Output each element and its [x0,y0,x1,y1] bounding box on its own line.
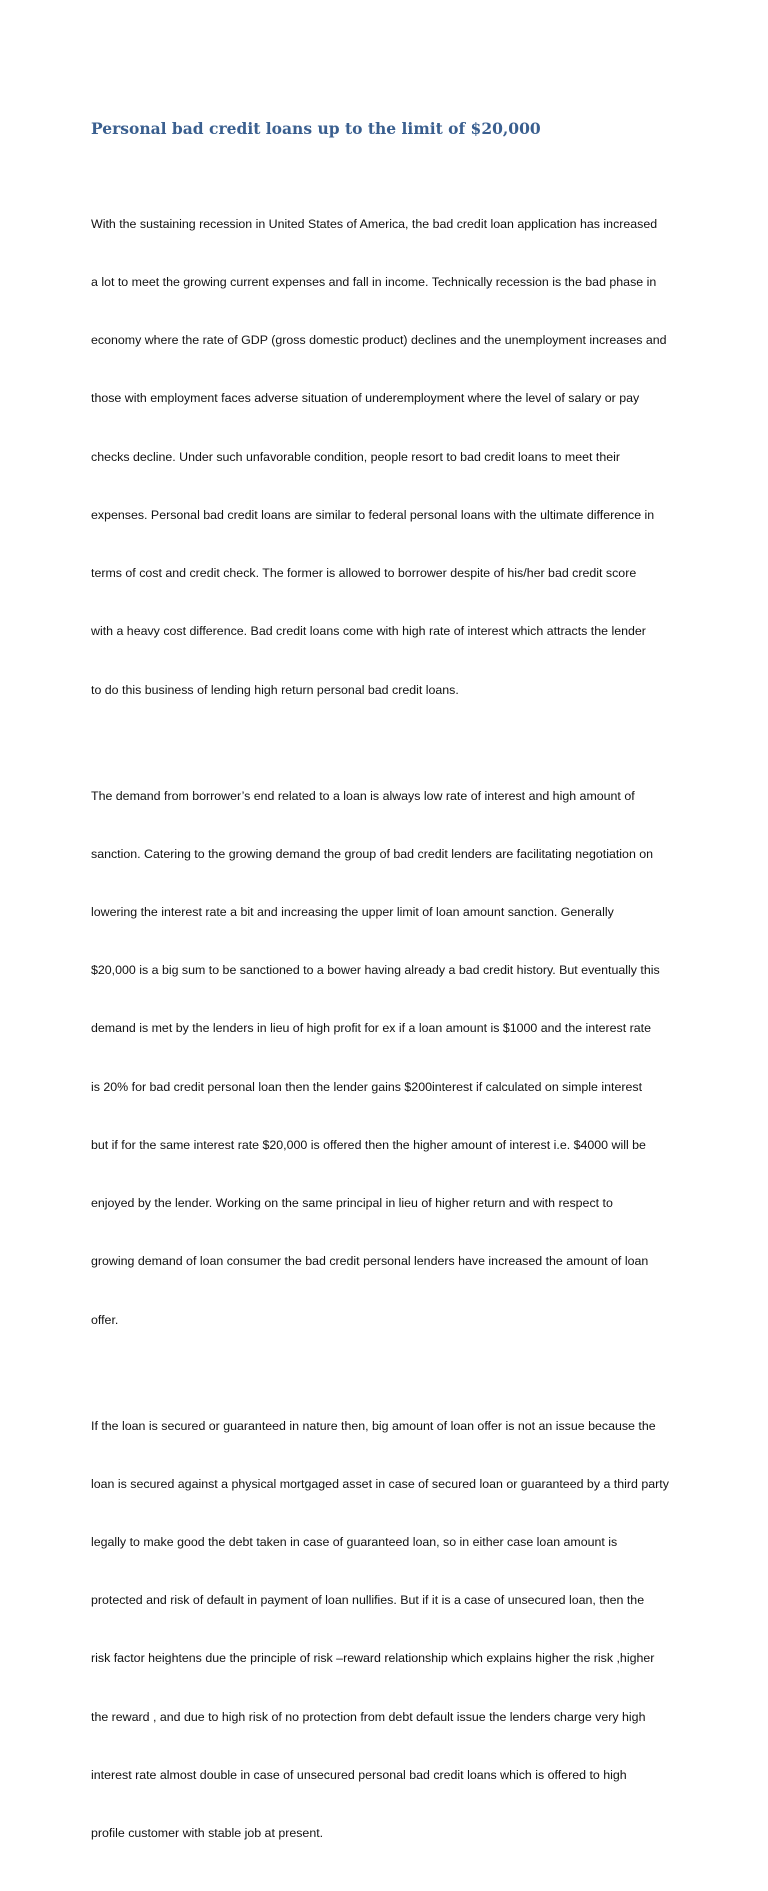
text-line: The demand from borrower’s end related to a loan is always low rate of interest and high amount of [91,788,635,803]
text-line: is 20% for bad credit personal loan then the lender gains $200interest if calculated on simple interest [91,1079,643,1094]
text-line: a lot to meet the growing current expenses and fall in income. Technically recession is the bad phase in [91,275,657,290]
text-line: those with employment faces adverse situation of underemployment where the level of salary or pay [91,391,640,406]
text-line: growing demand of loan consumer the bad credit personal lenders have increased the amount of loan [91,1254,649,1269]
text-line: lowering the interest rate a bit and increasing the upper limit of loan amount sanction. Generally [91,905,614,920]
text-line: legally to make good the debt taken in case of guaranteed loan, so in either case loan amount is [91,1535,618,1550]
text-line: offer. [91,1312,119,1327]
text-line: but if for the same interest rate $20,000 is offered then the higher amount of interest i.e. $4000 will be [91,1137,646,1152]
text-line: With the sustaining recession in United States of America, the bad credit loan application has increased [91,216,658,231]
text-line: profile customer with stable job at present. [91,1826,324,1841]
document-title: Personal bad credit loans up to the limit of $20,000 [91,119,541,138]
text-line: enjoyed by the lender. Working on the same principal in lieu of higher return and with respect to [91,1196,613,1211]
document-body [91,176,691,1891]
text-line: the reward , and due to high risk of no protection from debt default issue the lenders charge very high [91,1709,646,1724]
text-line: demand is met by the lenders in lieu of high profit for ex if a loan amount is $1000 and the interest rate [91,1021,651,1036]
text-line: If the loan is secured or guaranteed in nature then, big amount of loan offer is not an issue because the [91,1418,656,1433]
text-line: sanction. Catering to the growing demand the group of bad credit lenders are facilitating negotiation on [91,846,654,861]
text-line: checks decline. Under such unfavorable condition, people resort to bad credit loans to meet their [91,449,620,464]
paragraph-1 [91,176,691,739]
text-line: risk factor heightens due the principle of risk –reward relationship which explains higher the risk ,higher [91,1651,655,1666]
paragraph-2 [91,748,691,1369]
text-line: interest rate almost double in case of unsecured personal bad credit loans which is offered to high [91,1767,627,1782]
text-line: protected and risk of default in payment of loan nullifies. But if it is a case of unsecured loan, then the [91,1593,645,1608]
text-line: economy where the rate of GDP (gross domestic product) declines and the unemployment increases and [91,333,667,348]
paragraph-3 [91,1378,691,1883]
text-line: $20,000 is a big sum to be sanctioned to a bower having already a bad credit history. But eventually this [91,963,660,978]
text-line: to do this business of lending high return personal bad credit loans. [91,682,459,697]
text-line: expenses. Personal bad credit loans are similar to federal personal loans with the ultimate difference in [91,507,655,522]
text-line: with a heavy cost difference. Bad credit loans come with high rate of interest which attracts the lender [91,624,646,639]
text-line: terms of cost and credit check. The former is allowed to borrower despite of his/her bad credit score [91,566,637,581]
text-line: loan is secured against a physical mortgaged asset in case of secured loan or guaranteed by a third party [91,1476,669,1491]
